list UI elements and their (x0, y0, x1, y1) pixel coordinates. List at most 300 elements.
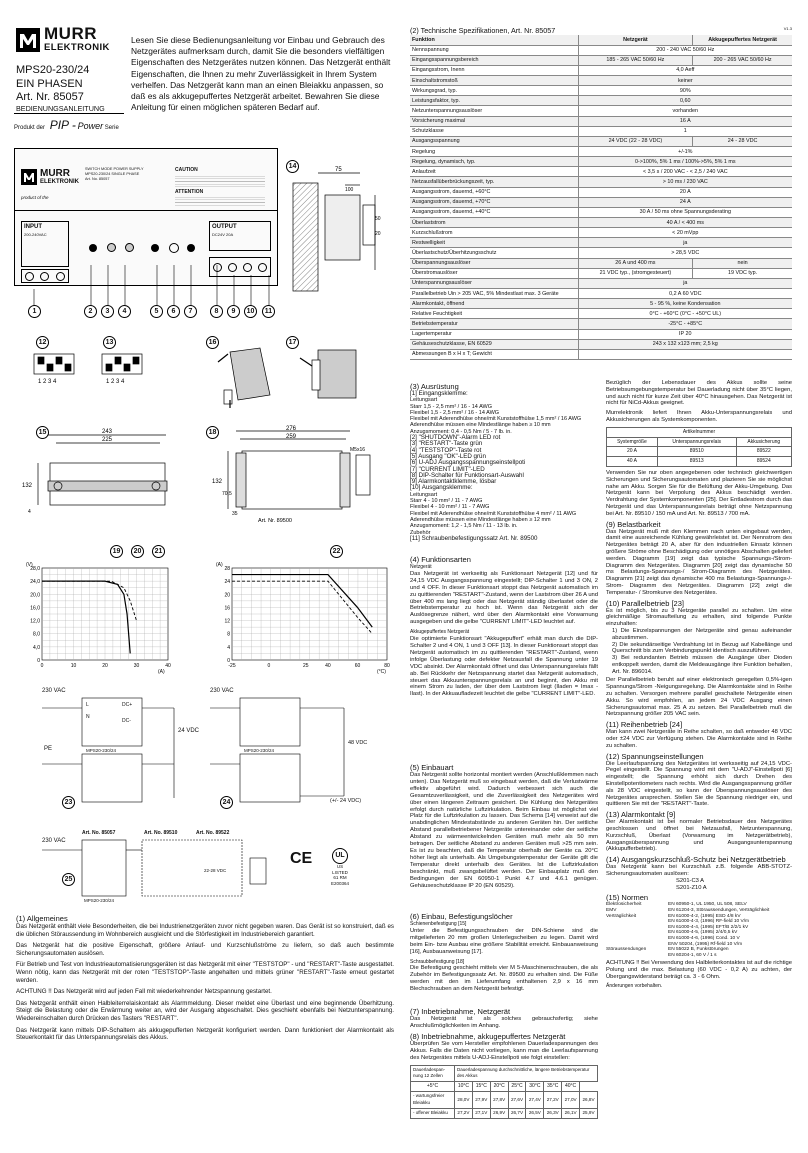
spec-row (410, 329, 792, 339)
spec-value: 185 - 265 VAC 50/60 Hz (578, 55, 693, 65)
dcp-label: DC+ (122, 702, 133, 708)
callout-21: 21 (152, 545, 165, 558)
callout-10: 10 (244, 305, 257, 318)
x-tick-label: 20 (102, 663, 108, 669)
output-label: OUTPUT (212, 224, 237, 230)
spec-row (410, 147, 792, 157)
component-table (606, 427, 792, 467)
input-label: INPUT (24, 224, 42, 230)
spec-label: Überspannungsauslöser (410, 258, 578, 268)
sec6-p2: Die Befestigung geschieht mittels vier M 5-Maschinenschrauben, die als Zubehör im Befestigungssatz Art. Nr. 89500 zu erhalten sind. Die Füße werden mit den im Lieferumfang enthaltenen 2,9 x 16 mm Blechschrauben an dem Netzgerät befestigt. (410, 965, 598, 993)
equipment-line: Flexibel mit Aderendhülse ohne/mit Kunststoffhülse 1,5 mm² / 16 AWG (410, 416, 582, 423)
y-tick-label: 12 (224, 618, 230, 625)
x-tick-label: 40 (165, 663, 171, 669)
spec-value: 90% (578, 86, 792, 96)
series-suffix: Serie (104, 125, 119, 131)
callout-6: 6 (167, 305, 180, 318)
sec6-sub2: Schraubbefestigung [18] (410, 958, 465, 965)
spec-head-1: Netzgerät (578, 35, 693, 45)
product-title (16, 64, 89, 105)
spec-label: Ausgangsspannung (410, 136, 578, 146)
dc24-label: 24 VDC (178, 728, 200, 734)
intro-text: Lesen Sie diese Bedienungsanleitung vor Einbau und Gebrauch des Netzgerätes aufmerksam durch, damit Sie die besonders vielfältigen Eigenschaften des Netzgerätes nutzen können. Das Netzgerät enthält Eigenschaften, die Ihnen zu mehr Zuverlässigkeit in Ihrem System verhelfen. Das Netzgerät kann man an einen Bleiakku anpassen, so daß es als akkugepuffertes Netzgerät arbeitet. Bewahren Sie diese Anleitung für einen möglichen späteren Bedarf auf. (131, 35, 391, 113)
y-tick-label: 12,0 (30, 618, 40, 625)
comp-r1-c2: 89524 (736, 457, 791, 467)
spec-value: 243 x 132 x123 mm; 2,5 kg (578, 339, 792, 349)
sec5-p1: Das Netzgerät sollte horizontal montiert werden (Anschlußklemmen nach unten). Das Netzgerät muß so eingebaut werden, daß die Verlustwärme effektiv abgeführt wird. Dadurch verbessert sich auch die Gesamtzuverlässigkeit, und die Zuverlässigkeit des Netzgerätes wird über einen längeren Zeitraum gesichert. Die Kühlung des Netzgerätes erfolgt durch natürliche Luftzirkulation. Beim Einbau ist möglichst viel Platz für die Luftzirkulation zu lassen. Das Schema [14] verweist auf die unabdinglichen Mindestabstände zu anderen Geräten hin. Der seitliche Abstand parallelbetriebener Netzgeräte untereinander oder der seitliche Abstand zu wärmeentwickelnden Geräten muß mehr als 50 mm betragen. Der seitliche Abstand zu anderen Geräten muß >25 mm sein. Es ist zu beachten, daß die Temperatur oberhalb der Geräte ca. 20°C höher liegt als unterhalb. Als Umgebungstemperatur der Geräte gilt die Temperatur direkt unterhalb des Gerätes. Ist die Luftzirkulation beschränkt, muß zwangsbelüftet werden. Der Einbauplatz muß den Bedingungen der EN 60950-1 Punkt 4.7 und 4.6.1 genügen. Gehäuseschutzklasse IP 20 (EN 60529). (410, 772, 598, 889)
ul-us: US (336, 864, 344, 869)
sec2-version: V1.3 (783, 26, 792, 31)
spec-row (410, 197, 792, 207)
spec-label: Lagertemperatur (410, 329, 578, 339)
v2228: 22-28 VDC (204, 868, 227, 873)
screw-mount-diagram (200, 425, 390, 525)
spec-row (410, 258, 792, 268)
s10-d: Der Parallelbetrieb beruht auf einer elektronisch geregelten 0,5%-igen Spannungs/Strom -Neigungsregelung. Die Alarmkontakte sind in Reihe zu schalten. Versorgen mehrere parallel geschaltete Netzgeräte einen Akku. So wird empfohlen, an jedem 24 VDC Ausgang einen Sicherungsautomat max. 25 A zu setzen. Bei Parallelbetrieb muß die Netzspannung größer 205 VAC sein. (606, 677, 792, 718)
spec-label: Regelung (410, 147, 578, 157)
section-3 (410, 380, 598, 542)
norm-standard: EN 61204-3, Störaussendungen, Verträglichkeit (668, 908, 770, 913)
charge-value: 28,0V (455, 1092, 473, 1109)
y-tick-label: 16,0 (30, 605, 40, 612)
sec4-p1: Das Netzgerät ist werkseitig als Funktionsart Netzgerät [12] und für 24,15 VDC Ausgangsspannung eingestellt; DIP-Schalter 1 und 3 ON, 2 und 4 OFF. In dieser Funktionsart stoppt das Netzgerät automatisch im zu quittierenden "RESTART"-Zustand, wenn der Laststrom über 26 A und über 400 ms lang liegt oder das Netzgerät ständig überlastet oder die Betriebstemperatur zu hoch ist. Wenn das Netzgerät sich der Auslösegrenze nähert, wird über den Alarmkontakt eine Vorwarnung ausgegeben und die gelbe "CURRENT LIMIT"-LED leuchtet auf. (410, 570, 598, 626)
sec3-title: (3) Ausrüstung (410, 382, 459, 391)
temp-col: 15°C (472, 1082, 490, 1092)
dcm-label: DC- (122, 718, 131, 724)
y-tick-label: 8 (227, 631, 230, 638)
spec-row (410, 177, 792, 187)
charge-value: 26,1V (562, 1109, 580, 1119)
x-axis-label: (°C) (377, 669, 386, 675)
equipment-line: [9] Alarmkontaktklemme, lösbar (410, 478, 497, 486)
spec-row (410, 167, 792, 177)
d15-225: 225 (102, 437, 113, 443)
equipment-line: [5] Ausgang "OK"-LED grün (410, 452, 486, 460)
series-line (14, 118, 119, 132)
spec-label: Netzausfallüberbrückungszeit, typ. (410, 177, 578, 187)
sec3-list (410, 391, 598, 542)
sec8-title: (8) Inbetriebnahme, akkugepuffertes Netzgerät (410, 1031, 566, 1041)
equipment-line: [10] Ausgangsklemme: (410, 484, 473, 492)
callout-15: 15 (36, 426, 49, 439)
s14-b: S201-Z10 A (676, 884, 707, 891)
charge-value: 26,9V (490, 1109, 508, 1119)
spec-row (410, 248, 792, 258)
spec-label: Ausgangsstrom, dauernd, +70°C (410, 197, 578, 207)
spec-value: -25°C - +85°C (578, 319, 792, 329)
d18-259: 259 (286, 434, 297, 440)
sec8-p1: Überprüfen Sie vom Hersteller empfohlenen Dauerladespannungen des Akkus. Falls die Daten nicht vorliegen, kann man die Leerlaufspannung des Netzgerätes mittels U-ADJ-Einstellpoti wie folgt einstellen: (410, 1040, 598, 1061)
sec4-sub1: Netzgerät (410, 564, 432, 570)
callout-12: 12 (36, 336, 49, 349)
spec-row (410, 157, 792, 167)
charge-row-label: - offener Bleiakku (411, 1109, 455, 1119)
sec7-title: (7) Inbetriebnahme, Netzgerät (410, 1007, 511, 1016)
spec-value: 24 VDC (22 - 28 VDC) (578, 136, 693, 146)
s14-title: (14) Ausgangskurzschluß-Schutz bei Netzgerätbetrieb (606, 855, 786, 865)
charge-value: 27,6V (508, 1092, 526, 1109)
equipment-line: Starr 4 - 10 mm² / 11 - 7 AWG (410, 498, 483, 505)
spec-label: Regelung, dynamisch, typ. (410, 157, 578, 167)
s10-b: 2) Die sekundärseitige Verdrahtung ist in Bezug auf Kabellänge und Querschnitt bis zum Verbindungspunkt identisch auszuführen. (612, 641, 792, 655)
spec-value: ja (578, 238, 792, 248)
vac-label-1: 230 VAC (42, 688, 66, 694)
spec-row (410, 339, 792, 349)
callout-25: 25 (62, 873, 75, 886)
d15-243: 243 (102, 429, 113, 435)
spec-row (410, 309, 792, 319)
spec-row (410, 126, 792, 136)
uadj-pot[interactable] (169, 243, 179, 253)
spec-value: IP 20 (578, 329, 792, 339)
series-prefix: Produkt der (14, 125, 46, 131)
d14-100: 100 (345, 187, 354, 193)
charge-value: 25,9V (580, 1109, 598, 1119)
device-brand: MURR (40, 168, 70, 179)
x-tick-label: -25 (228, 663, 236, 669)
spec-value: +/-1% (578, 147, 792, 157)
charge-h2: Dauerladespannung durchschnittliche, längere Betriebstemperatur des Akkus (455, 1065, 598, 1082)
din-rail-diagram (20, 425, 180, 525)
callout-14: 14 (286, 160, 299, 173)
spec-value: 5 - 95 %, keine Kondensation (578, 299, 792, 309)
comp-r1-c0: 40 A (607, 457, 658, 467)
s10-title: (10) Parallelbetrieb [23] (606, 598, 684, 608)
y-tick-label: 0 (227, 658, 230, 664)
install-diagram (210, 340, 280, 410)
d18-132: 132 (212, 479, 223, 485)
spec-value: 200 - 240 VAC 50/60 Hz (578, 45, 792, 55)
equipment-line: [2] "SHUTDOWN"-Alarm LED rot (410, 434, 501, 442)
spec-value-akku: 24 - 28 VDC (693, 136, 792, 146)
charge-h1: Dauerladespan-nung 12 Zellen (411, 1065, 455, 1082)
norm-category: Störaussendungen (606, 947, 647, 953)
spec-value: < 20 mVpp (578, 228, 792, 238)
ul-rm: 61 RM (333, 875, 347, 880)
spec-value: 4,0 Aeff (578, 65, 792, 75)
doc-type: BEDIENUNGSANLEITUNG (16, 104, 105, 113)
d14-20: 20 (375, 231, 381, 237)
norm-standard: EN 60204-1, 60 V / 1 s (668, 952, 717, 958)
callout-20: 20 (131, 545, 144, 558)
mounting-clearance-diagram (285, 165, 395, 305)
svg-text:1 2 3 4: 1 2 3 4 (38, 379, 57, 385)
chart-voltage-current (18, 560, 178, 675)
pe-label: PE (44, 746, 53, 752)
spec-row (410, 187, 792, 197)
ul-mark (320, 848, 360, 886)
spec-label: Parallelbetrieb Uin > 205 VAC, 5% Mindestlast max. 3 Geräte (410, 289, 578, 299)
callout-24: 24 (220, 796, 233, 809)
norm-standard: EN 60950-1, UL 1950, UL 508, SELV (668, 902, 747, 908)
s10-c: 3) Bei redundanten Betrieb müssen die Ausgänge über Dioden entkoppelt werden, damit die Meldeausgänge ihre Funktion behalten, Art. Nr. 896014. (612, 655, 792, 675)
callout-8: 8 (210, 305, 223, 318)
equipment-line: [4] "TESTSTOP"-Taste rot (410, 446, 482, 454)
spec-row (410, 136, 792, 146)
spec-label: Einschaltstromstoß (410, 76, 578, 86)
spec-value: 0°C - +60°C (0°C - +50°C UL) (578, 309, 792, 319)
spec-value: vorhanden (578, 106, 792, 116)
d18-705: 70,5 (222, 491, 232, 497)
spec-value: 30 A / 50 ms ohne Spannungsderating (578, 207, 792, 217)
spec-row (410, 96, 792, 106)
sec1-p6: Das Netzgerät kann mittels DIP-Schaltern als akkugepufferten Netzgerät konfiguriert werden. Dann funktioniert der Alarmkontakt als Steuerkontakt für das Unterspannungsrelais des Akkus. (16, 1026, 394, 1042)
vac-label-2: 230 VAC (210, 688, 234, 694)
section-4 (410, 553, 598, 698)
s9-title: (9) Belastbarkeit (606, 519, 661, 529)
d18-276: 276 (286, 426, 297, 432)
y-tick-label: 4,0 (33, 644, 40, 651)
teststop-button[interactable] (125, 243, 134, 252)
spec-row (410, 65, 792, 75)
spec-label: Vorsicherung maximal (410, 116, 578, 126)
temp-col: 40°C (562, 1082, 580, 1092)
device-spec2: MPS20-230/24 SINGLE PHASE (85, 172, 140, 176)
charge-value: 26,7V (508, 1109, 526, 1119)
spec-table (410, 35, 792, 360)
logo (14, 26, 122, 56)
chart-current-temperature (210, 560, 395, 675)
x-tick-label: 30 (133, 663, 140, 669)
sec1-title: (1) Allgemeines (16, 914, 68, 923)
norm-category (606, 953, 668, 959)
comp-col-1: Unterspannungsrelais (657, 437, 736, 447)
equipment-line: [6] U-ADJ Ausgangsspannungseinstellpoti (410, 459, 526, 467)
art-85057: Art. No. 85057 (82, 830, 116, 836)
sec6-sub1: Schienenbefestigung [15] (410, 921, 467, 927)
doc-type-rule (14, 113, 124, 114)
s12-title: (12) Spannungseinstellungen (606, 751, 704, 761)
sec5-title: (5) Einbauart (410, 763, 454, 772)
spec-value: 0,60 (578, 96, 792, 106)
spec-label: Nennspannung (410, 45, 578, 55)
spec-row (410, 349, 792, 359)
charge-value: 27,8V (490, 1092, 508, 1109)
sec1-p2: Das Netzgerät hat die positive Eigenschaft, größere Anlauf- und Kurzschlußströme zu liefern, so daß auch bestimmte Sicherungsautomaten auslösen. (16, 942, 394, 957)
spec-row (410, 116, 792, 126)
s11-p: Man kann zwei Netzgeräte in Reihe schalten, so daß entweder 48 VDC oder ±24 VDC zur Verfügung stehen. Die Alarmkontakte sind in Reihe zu schalten. (606, 729, 792, 749)
logo-brand: MURR (44, 24, 97, 43)
norm-standard: EN 61000-4-2, (1995) ESD 4/8 kV (668, 913, 741, 919)
spec-label: Ausgangsstrom, dauernd, +60°C (410, 187, 578, 197)
output-block (209, 221, 271, 251)
spec-label: Gehäuseschutzklasse, EN 60529 (410, 339, 578, 349)
spec-label: Betriebstemperatur (410, 319, 578, 329)
callout-3: 3 (101, 305, 114, 318)
output-voltage: DC24V 20A (212, 232, 234, 237)
d18-m5: M5x16 (350, 447, 366, 453)
y-tick-label: 28 (224, 566, 230, 572)
spec-label: Überlastschutz/Überhitzungsschutz (410, 248, 578, 258)
dcm24-label: (+/- 24 VDC) (330, 798, 362, 804)
spec-row (410, 299, 792, 309)
spec-value: 40 A / < 400 ms (578, 218, 792, 228)
spec-label: Wirkungsgrad, typ. (410, 86, 578, 96)
y-tick-label: 24,0 (30, 579, 40, 586)
equipment-line: Aderendhülse müssen eine Mindestlänge haben ≥ 12 mm (410, 516, 551, 523)
temp-col: 30°C (526, 1082, 544, 1092)
equipment-line: [11] Schraubenbefestigungssatz Art. Nr. 89500 (410, 534, 538, 542)
spec-label: Eingangsstrom, Inenn (410, 65, 578, 75)
temp-col: 25°C (508, 1082, 526, 1092)
s12-p: Die Leerlaufspannung des Netzgerätes ist werksseitig auf 24,15 VDC-Pegel eingestellt. Die Spannung wird mit dem "U-ADJ"-Einstellpoti [6] eingestellt; die Spannung erhöht sich durch Drehen des Einstellpotentiometers nach rechts. Wird die Ausgangsspannung größer als 28 VDC eingestellt, so kann der Überspannungsauslöser des Netzgerätes ansprechen. Stellen Sie die Spannung niedriger ein, und quittieren Sie mit der "RESTART"-Taste. (606, 760, 792, 808)
model-label-1: MPS20-230/24 (86, 748, 117, 753)
spec-value: 1 (578, 126, 792, 136)
device-attention-lines (175, 195, 265, 207)
spec-label: Relative Feuchtigkeit (410, 309, 578, 319)
spec-value: 21 VDC typ., (stromgesteuert) (578, 268, 693, 278)
norm-standard: ENV 50204, (1995) Rf-field 10 V/m (668, 941, 743, 947)
y-tick-label: 20 (224, 592, 230, 599)
restart-button[interactable] (107, 243, 116, 252)
spec-row (410, 207, 792, 217)
sec4-sub2: Akkugepuffertes Netzgerät (410, 629, 470, 636)
sec4-title: (4) Funktionsarten (410, 555, 471, 564)
section-5 (410, 761, 598, 889)
charge-value: 26,5V (526, 1109, 544, 1119)
norm-standard: EN 61000-4-4, (1995) EFT/B 2/2/1 kV (668, 924, 749, 930)
spec-row (410, 55, 792, 65)
charge-value: 26,8V (580, 1092, 598, 1109)
section-6 (410, 910, 598, 993)
spec-row (410, 86, 792, 96)
spec-label: Schutzklasse (410, 126, 578, 136)
spec-value: 26 A und 400 ms (578, 258, 693, 268)
section-1 (16, 912, 394, 1042)
sec4-p2: Die optimierte Funktionsart "Akkugepuffert" erhält man durch die DIP-Schalter 2 und 4 ON, 1 und 3 OFF [13]. In dieser Funktionsart stoppt das Netzgerät automatisch im zu quittierenden "RESTART"-Zustand, wenn infolge Überlastung oder defekter Netzausfall die Spannung unter 19 VDC absinkt. Der Alarmkontakt öffnet und das Unterspannungsrelais fällt ab. Bei Rückkehr der Netzspannung startet das Netzgerät automatisch, steuert das Akkuunterspannungsrelais an und beginnt, den Akku mit einem Strom zu laden, der über dem Laststrom liegt (Iladen = Imax - Ilast). In der Akkuaufladezeit leuchtet die gelbe "CURRENT LIMIT"-LED. (410, 636, 598, 698)
spec-row (410, 278, 792, 288)
ul-listed: LISTED (332, 869, 348, 875)
charge-row-label: - wartungsfreier Bleiakku (411, 1092, 455, 1109)
spec-head-2: Akkugepuffertes Netzgerät (693, 35, 792, 45)
temp-col: 35°C (544, 1082, 562, 1092)
input-voltage: 200-240VAC (24, 232, 47, 237)
wiring-25 (14, 828, 284, 908)
comp-head: Artikelnummer (607, 427, 792, 437)
callout-19: 19 (110, 545, 123, 558)
spec-label: Überstromauslöser (410, 268, 578, 278)
callout-16: 16 (206, 336, 219, 349)
spec-value: > 28,5 VDC (578, 248, 792, 258)
ul-e: E200364 (330, 880, 350, 886)
series-name: PIP - (49, 118, 76, 132)
d14-75: 75 (335, 167, 342, 173)
spec-row (410, 268, 792, 278)
charge-value: 27,4V (526, 1092, 544, 1109)
spec-row (410, 218, 792, 228)
x-tick-label: 0 (267, 663, 271, 669)
model-label-2: MPS20-230/24 (244, 748, 275, 753)
dip-switch-12 (30, 352, 90, 388)
y-axis-label: (V) (26, 562, 33, 568)
s15-a: ACHTUNG !! Bei Verwendung des Halbleiterkontaktes ist auf die richtige Polung und die max. Belastung (60 VDC - 0,2 A) zu achten, der Übergangswiderstand beträgt ca. 3 - 6 Ohm. (606, 960, 792, 980)
x-tick-label: 60 (354, 663, 361, 669)
y-tick-label: 28,0 (30, 566, 40, 572)
equipment-line: Flexibel 1,5 - 2,5 mm² / 16 - 14 AWG (410, 409, 500, 416)
s10-p: Es ist möglich, bis zu 3 Netzgeräte parallel zu schalten. Um eine gleichmäßige Stromaufteilung zu erhalten, sind folgende Punkte einzuhalten: (606, 607, 792, 628)
spec-value: 0->100%, 5% 1 ms / 100%->5%, 5% 1 ms (578, 157, 792, 167)
callout-17: 17 (286, 336, 299, 349)
temp-col: 10°C (455, 1082, 473, 1092)
norm-category: Verträglichkeit (606, 913, 637, 919)
device-spec1: SWITCH MODE POWER SUPPLY (85, 167, 144, 171)
s10-a: 1) Die Einzelspannungen der Netzgeräte sind genau aufeinander abzustimmen. (612, 627, 792, 641)
norm-standard: EN 61000-4-6, (1996) Cond. 10 V (668, 935, 740, 941)
sec6-title: (6) Einbau, Befestigungslöcher (410, 912, 513, 921)
device-spec3: Art. No. 85057 (85, 177, 110, 181)
d15-4: 4 (28, 509, 31, 515)
sec7-p1: Das Netzgerät ist als solches gebrauchsfertig; siehe Anschlußmöglichkeiten im Anhang. (410, 1016, 598, 1029)
s9-p: Das Netzgerät muß mit den Klemmen nach unten eingebaut werden, damit eine ausreichende Kühlung gewährleistet ist. Der Nennstrom des Netzgerätes beträgt 20 A, aber für den industriellen Einsatz können größere Ströme ohne Beschädigung oder unnötiges Abschalten geliefert werden. Diagramm [19] zeigt das typische Spannungs-/Strom-Diagramm des Netzgerätes. Diagramm [20] zeigt das dynamische 50 ms Belastungs-Spannungs-/ Strom-Diagramm des Netzgerätes. Diagramm [21] zeigt das dynamische 400 ms Belastungs-Spannungs-/-Strom- Diagramm des Netzgerätes. Diagramm [22] zeigt die Temperatur- / Stromkurve des Netzgerätes. (606, 528, 792, 596)
spec-value: 0,2 A 60 VDC (578, 289, 792, 299)
art-number: Art. Nr. 85057 (16, 91, 84, 103)
spec-row (410, 106, 792, 116)
y-tick-label: 4 (227, 644, 230, 651)
equipment-line: Flexibel mit Aderendhülse ohne/mit Kunststoffhülse 4 mm² / 11 AWG (410, 510, 577, 517)
callout-1: 1 (28, 305, 41, 318)
d15-132: 132 (22, 483, 33, 489)
s13-p: Der Alarmkontakt ist bei normaler Betriebsdauer des Netzgerätes geschlossen und öffnet bei Netzausfall, Netzunterspannung, Kurzschluß, Überlast (Vorwarnung im Netzgerätbetrieb), Ausgangsüberspannung und Ausgangsunterspannung (Akkupufferbetrieb). (606, 819, 792, 853)
spec-row (410, 228, 792, 238)
model-label-3: MPS20-230/24 (84, 898, 115, 903)
x-axis-label: (A) (158, 669, 165, 675)
remove-diagram (290, 340, 370, 410)
equipment-line: Flexibel 4 - 10 mm² / 11 - 7 AWG (410, 504, 490, 511)
temp-col: 20°C (490, 1082, 508, 1092)
x-tick-label: 25 (303, 663, 309, 669)
spec-row (410, 238, 792, 248)
spec-row (410, 45, 792, 55)
ok-led (151, 244, 159, 252)
col3-p1: Murrelektronik liefert Ihnen Akku-Unterspannungsrelais und Akkusicherungen als Systemkomponenten. (606, 410, 792, 423)
equipment-line: Starr 1,5 - 2,5 mm² / 16 - 14 AWG (410, 403, 493, 410)
x-tick-label: 10 (70, 663, 77, 669)
norm-standard: EN 61000-4-3, (1996) RF-field 10 V/m (668, 919, 750, 925)
sec2-title: (2) Technische Spezifikationen, Art. Nr. 85057 (410, 26, 556, 35)
equipment-line: [7] "CURRENT LIMIT"-LED (410, 465, 485, 473)
spec-label: Eingangsspannungsbereich (410, 55, 578, 65)
s15-b: Änderungen vorbehalten. (606, 982, 663, 989)
spec-value (578, 349, 792, 359)
y-tick-label: 0 (37, 658, 40, 664)
d14-50: 50 (375, 216, 381, 222)
equipment-line: [1] Eingangsklemme: (410, 390, 468, 397)
vac-label-3: 230 VAC (42, 838, 66, 844)
spec-value: 20 A (578, 187, 792, 197)
norm-standard: EN 61000-4-5, (1995) 2/4/0,5 kV (668, 930, 738, 936)
spec-value-akku: 200 - 265 VAC 50/60 Hz (693, 55, 792, 65)
callout-2: 2 (84, 305, 97, 318)
spec-value-akku: 19 VDC typ. (693, 268, 792, 278)
callout-18: 18 (206, 426, 219, 439)
ce-mark: CE (290, 850, 313, 867)
charge-value: 27,9V (472, 1092, 490, 1109)
d18-art: Art. Nr. 89500 (258, 518, 292, 524)
equipment-line: Anzugsmoment: 0,4 - 0,5 Nm / 5 - 7 lb. in. (410, 428, 512, 435)
equipment-line: Zubehör (410, 529, 431, 536)
callout-5: 5 (150, 305, 163, 318)
norm-standard: EN 55022 B, Funkstörungen (668, 947, 729, 953)
callout-9: 9 (227, 305, 240, 318)
spec-head-0: Funktion (410, 35, 578, 45)
callout-7: 7 (184, 305, 197, 318)
comp-col-0: Systemgröße (607, 437, 658, 447)
ul-circle: UL (332, 848, 348, 864)
spec-value: > 10 ms / 230 VAC (578, 177, 792, 187)
series-power: Power (77, 121, 104, 131)
x-tick-label: 0 (40, 663, 44, 669)
comp-col-2: Akkusicherung (736, 437, 791, 447)
